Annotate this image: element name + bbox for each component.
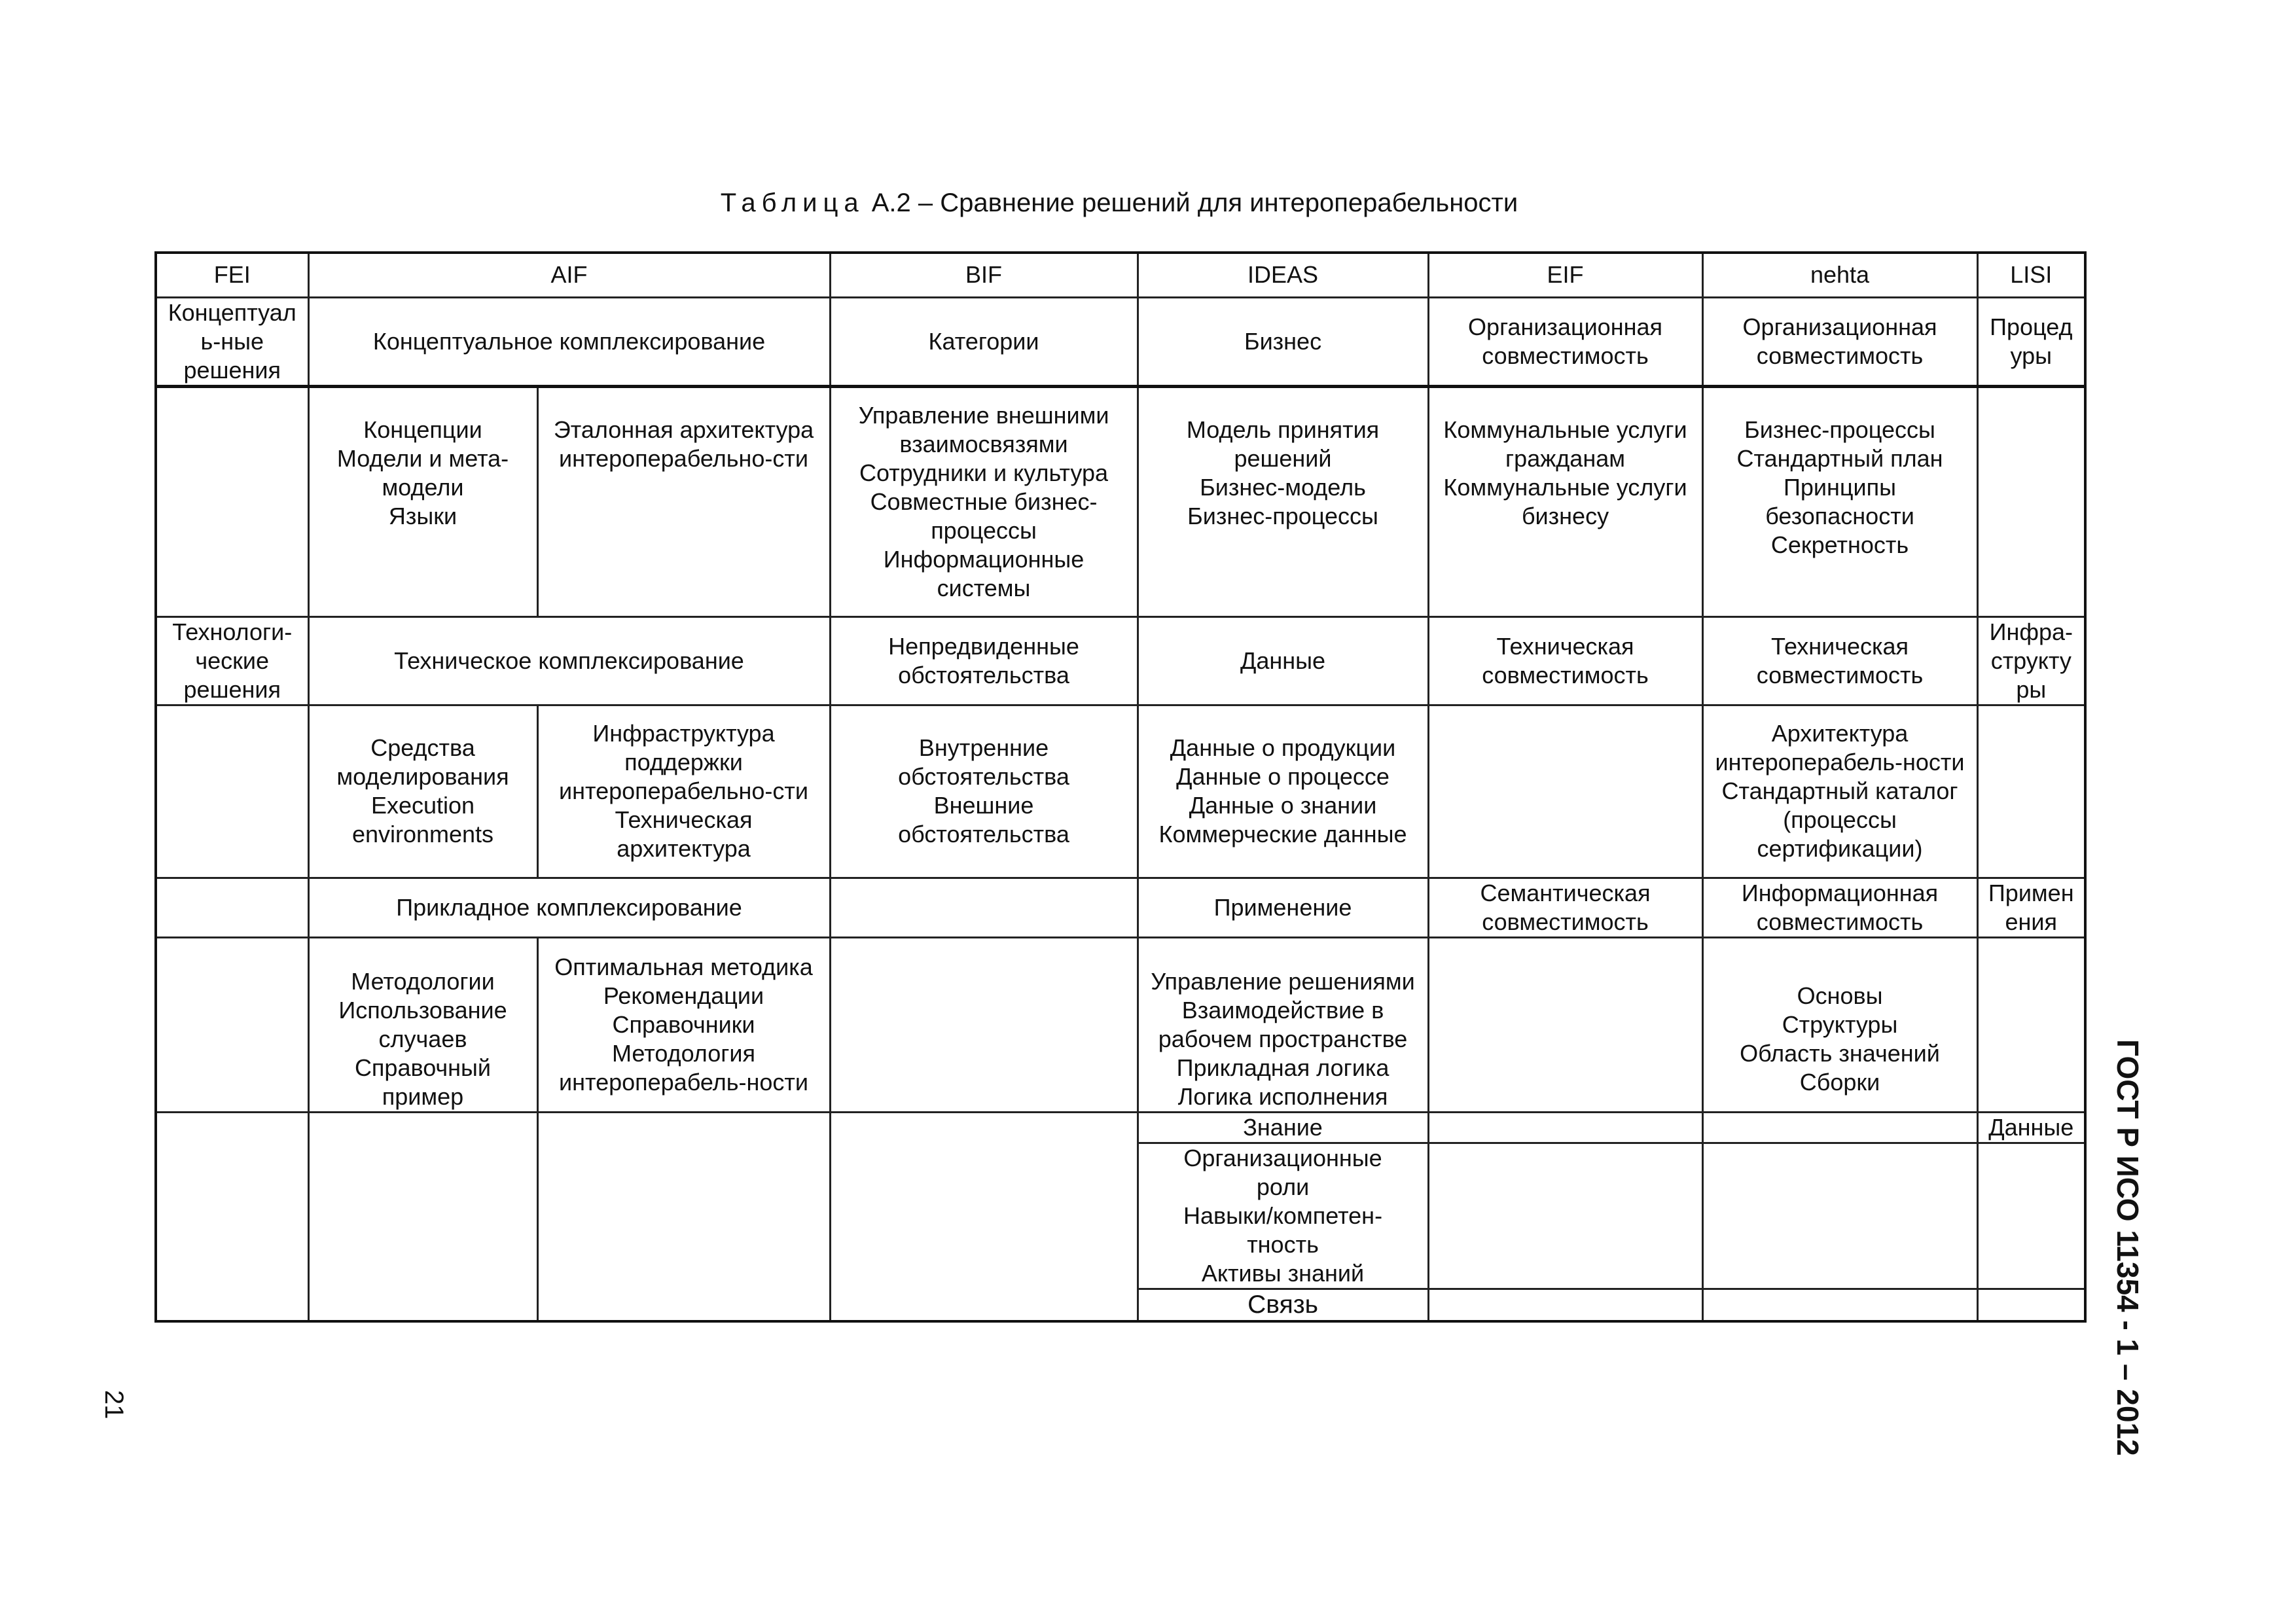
applied-details-nehta-cell: Основы Структуры Область значений Сборки: [1702, 937, 1977, 1112]
conceptual-lisi-cell: Процед уры: [1977, 297, 2085, 386]
technological-details-ideas-cell: Данные о продукции Данные о процессе Данные о знании Коммерческие данные: [1138, 705, 1428, 878]
applied-details-aif-1-cell: Методологии Использование случаев Справочный пример: [308, 937, 537, 1112]
technological-nehta-cell: Техническая совместимость: [1702, 616, 1977, 705]
applied-details-bif-cell: [830, 937, 1138, 1112]
conceptual-bif-cell: Категории: [830, 297, 1138, 386]
technological-details-aif-2-cell: Инфраструктура поддержки интероперабельно-сти Техническая архитектура: [537, 705, 830, 878]
conceptual-details-eif-cell: Коммунальные услуги гражданам Коммунальные услуги бизнесу: [1428, 386, 1702, 616]
applied-details-lisi-cell: [1977, 937, 2085, 1112]
applied-lisi-cell: Примен ения: [1977, 878, 2085, 937]
conceptual-details-fei-cell: [156, 386, 308, 616]
applied-fei-cell: [156, 878, 308, 937]
technological-details-fei-cell: [156, 705, 308, 878]
knowledge-ideas-cell: Знание: [1138, 1112, 1428, 1143]
conceptual-fei-cell: Концептуал ь-ные решения: [156, 297, 308, 386]
header-nehta: nehta: [1702, 253, 1977, 297]
technological-lisi-cell: Инфра- структу ры: [1977, 616, 2085, 705]
applied-bif-cell: [830, 878, 1138, 937]
applied-details-ideas-cell: Управление решениями Взаимодействие в рабочем пространстве Прикладная логика Логика исполнения: [1138, 937, 1428, 1112]
knowledge-details-eif-cell: [1428, 1143, 1702, 1289]
standard-designation: ГОСТ Р ИСО 11354 - 1 – 2012: [2111, 1039, 2145, 1456]
conceptual-details-row: [156, 386, 2085, 616]
knowledge-lisi-cell: Данные: [1977, 1112, 2085, 1143]
technological-fei-cell: Технологи- ческие решения: [156, 616, 308, 705]
technological-aif-cell: Техническое комплексирование: [308, 616, 830, 705]
bottom-aif-1-cell: [308, 1112, 537, 1321]
knowledge-eif-cell: [1428, 1112, 1702, 1143]
conceptual-nehta-cell: Организационная совместимость: [1702, 297, 1977, 386]
knowledge-details-ideas-cell: Организационные роли Навыки/компетен- тность Активы знаний: [1138, 1143, 1428, 1289]
knowledge-row: [156, 1112, 2085, 1143]
conceptual-details-aif-1-cell: Концепции Модели и мета- модели Языки: [308, 386, 537, 616]
conceptual-eif-cell: Организационная совместимость: [1428, 297, 1702, 386]
comparison-table: [154, 251, 2087, 1323]
table-caption-label: Таблица: [720, 188, 865, 217]
technological-ideas-cell: Данные: [1138, 616, 1428, 705]
applied-details-row: [156, 937, 2085, 1112]
header-aif: AIF: [308, 253, 830, 297]
page-number: 21: [99, 1390, 128, 1419]
header-bif: BIF: [830, 253, 1138, 297]
bottom-bif-cell: [830, 1112, 1138, 1321]
link-ideas-cell: Связь: [1138, 1289, 1428, 1321]
technological-details-row: [156, 705, 2085, 878]
knowledge-details-nehta-cell: [1702, 1143, 1977, 1289]
technological-details-aif-1-cell: Средства моделирования Execution environments: [308, 705, 537, 878]
applied-details-aif-2-cell: Оптимальная методика Рекомендации Справочники Методология интероперабель-ности: [537, 937, 830, 1112]
applied-aif-cell: Прикладное комплексирование: [308, 878, 830, 937]
applied-ideas-cell: Применение: [1138, 878, 1428, 937]
technological-details-eif-cell: [1428, 705, 1702, 878]
conceptual-row: [156, 297, 2085, 386]
table-caption-text: А.2 – Сравнение решений для интероперабельности: [864, 188, 1518, 217]
conceptual-details-ideas-cell: Модель принятия решений Бизнес-модель Бизнес-процессы: [1138, 386, 1428, 616]
technological-details-bif-cell: Внутренние обстоятельства Внешние обстоятельства: [830, 705, 1138, 878]
conceptual-details-lisi-cell: [1977, 386, 2085, 616]
bottom-aif-2-cell: [537, 1112, 830, 1321]
header-lisi: LISI: [1977, 253, 2085, 297]
applied-details-eif-cell: [1428, 937, 1702, 1112]
header-row: [156, 253, 2085, 297]
table-caption: [154, 186, 2084, 220]
link-nehta-cell: [1702, 1289, 1977, 1321]
applied-nehta-cell: Информационная совместимость: [1702, 878, 1977, 937]
conceptual-ideas-cell: Бизнес: [1138, 297, 1428, 386]
header-fei: FEI: [156, 253, 308, 297]
header-ideas: IDEAS: [1138, 253, 1428, 297]
technological-eif-cell: Техническая совместимость: [1428, 616, 1702, 705]
conceptual-details-bif-cell: Управление внешними взаимосвязями Сотрудники и культура Совместные бизнес- процессы Информационные системы: [830, 386, 1138, 616]
conceptual-details-aif-2-cell: Эталонная архитектура интероперабельно-сти: [537, 386, 830, 616]
applied-row: [156, 878, 2085, 937]
knowledge-nehta-cell: [1702, 1112, 1977, 1143]
conceptual-aif-cell: Концептуальное комплексирование: [308, 297, 830, 386]
header-eif: EIF: [1428, 253, 1702, 297]
technological-details-nehta-cell: Архитектура интероперабель-ности Стандартный каталог (процессы сертификации): [1702, 705, 1977, 878]
technological-row: [156, 616, 2085, 705]
applied-eif-cell: Семантическая совместимость: [1428, 878, 1702, 937]
technological-bif-cell: Непредвиденные обстоятельства: [830, 616, 1138, 705]
technological-details-lisi-cell: [1977, 705, 2085, 878]
applied-details-fei-cell: [156, 937, 308, 1112]
conceptual-details-nehta-cell: Бизнес-процессы Стандартный план Принципы безопасности Секретность: [1702, 386, 1977, 616]
link-eif-cell: [1428, 1289, 1702, 1321]
link-lisi-cell: [1977, 1289, 2085, 1321]
knowledge-details-lisi-cell: [1977, 1143, 2085, 1289]
bottom-fei-cell: [156, 1112, 308, 1321]
